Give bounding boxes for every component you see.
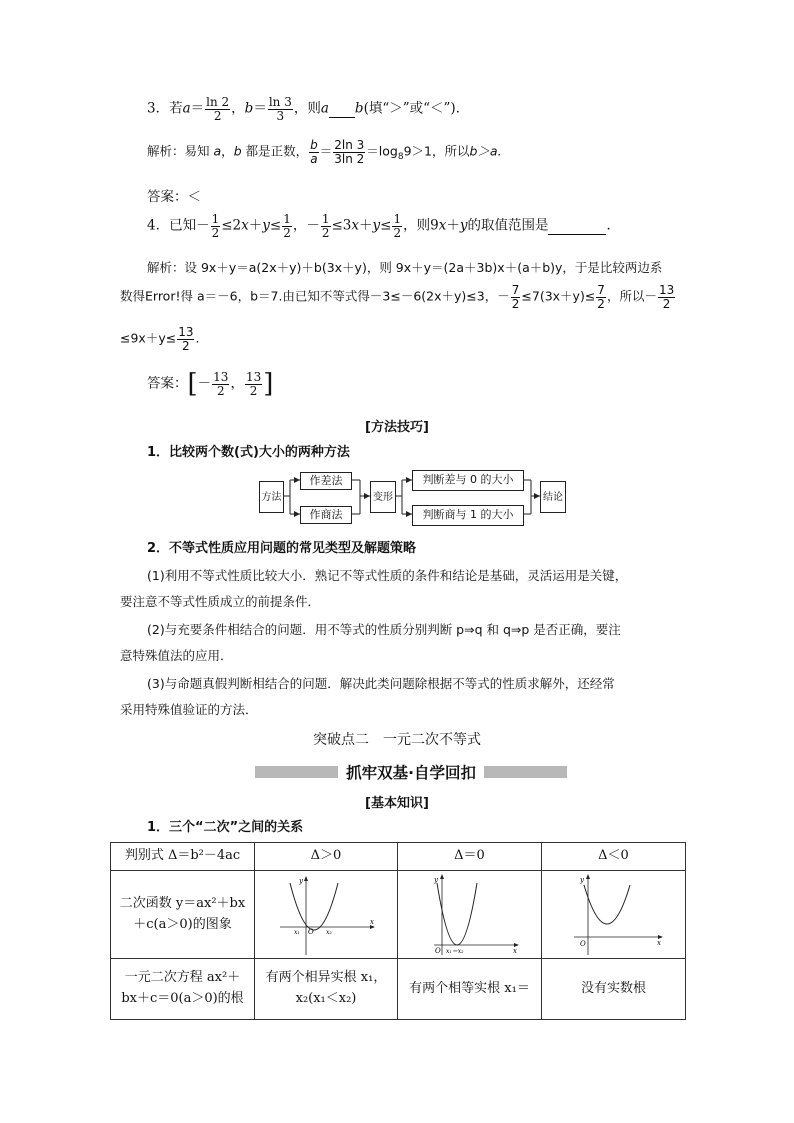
fraction-13-over-2: $\frac{13}{2}$	[213, 369, 229, 398]
q3-number: 3．若	[147, 100, 183, 117]
flow-difference-box: 作差法	[300, 472, 352, 490]
quadratic-relations-table	[110, 842, 686, 1020]
basic-knowledge-title: [基本知识]	[365, 796, 429, 811]
graph-no-roots	[542, 871, 686, 959]
fraction-13-over-2: $\frac{13}{2}$	[245, 369, 262, 398]
q4-solution-line2: 数得Error!得 a＝－6，b＝7.由已知不等式得－3≤－6(2x＋y)≤3，－ $\frac{7}{2}$ ≤7(3x＋y)≤ $\frac{7}{2}$ ，所以－ $\frac{13}{2}$	[120, 283, 675, 311]
table-header-negative: Δ＜0	[542, 843, 686, 871]
fraction-half: $\frac{1}{2}$	[211, 212, 220, 240]
left-bracket: [	[187, 369, 198, 399]
method-title: [方法技巧]	[365, 420, 429, 435]
flow-quotient-box: 作商法	[300, 506, 352, 524]
fraction-half: $\frac{1}{2}$	[283, 212, 291, 240]
fraction-13-over-2: $\frac{13}{2}$	[658, 283, 675, 311]
fraction-7-over-2: $\frac{7}{2}$	[511, 283, 520, 311]
method-p1-line1: (1)利用不等式性质比较大小．熟记不等式性质的条件和结论是基础，灵活运用是关键，	[147, 568, 628, 583]
flow-conclusion-box: 结论	[540, 481, 566, 513]
table-header-positive: Δ＞0	[255, 843, 398, 871]
fraction-b-over-a: $\frac{b}{a}$	[310, 138, 318, 166]
axis-x-label: x	[370, 917, 374, 926]
flow-judge-quotient-box: 判断商与 1 的大小	[412, 505, 524, 526]
section2-item1: 1．三个“二次”之间的关系	[147, 820, 304, 835]
method-p3-line1: (3)与命题真假判断相结合的问题．解决此类问题除根据不等式的性质求解外，还经常	[147, 676, 615, 691]
axis-x-label: x	[656, 938, 661, 947]
fraction-2ln3-over-3ln2: $\frac{2\ln 3}{3\ln 2}$	[334, 138, 365, 166]
q3-line: 3．若a＝ $\frac{\ln 2}{2}$ ，b＝ $\frac{\ln 3}{3}$ ，则a b(填“＞”或“＜”)．	[147, 95, 470, 123]
method-p2-line2: 意特殊值法的应用．	[120, 648, 233, 663]
flow-judge-difference-box: 判断差与 0 的大小	[412, 470, 524, 491]
root-x1-label: x₁	[294, 928, 300, 936]
fraction-half: $\frac{1}{2}$	[393, 212, 402, 240]
q3-solution: 解析：易知 a，b 都是正数， $\frac{b}{a}$ ＝ $\frac{2\ln 3}{3\ln 2}$ $=\log_89>1$，所以b＞a.	[147, 138, 502, 166]
method-p2-line1: (2)与充要条件相结合的问题．用不等式的性质分别判断 p⇒q 和 q⇒p 是否正确，要注	[147, 622, 621, 637]
table-row	[111, 871, 686, 959]
fraction-7-over-2: $\frac{7}{2}$	[597, 283, 605, 311]
table-header-zero: Δ＝0	[398, 843, 542, 871]
q4-solution-line1: 解析：设 9x＋y＝a(2x＋y)＋b(3x＋y)，则 9x＋y＝(2a＋3b)x＋(a＋b)y，于是比较两边系	[147, 260, 663, 275]
q4-line: 4．已知－ $\frac{1}{2}$ ≤2x＋y≤ $\frac{1}{2}$ ，－ $\frac{1}{2}$ ≤3x＋y≤ $\frac{1}{2}$ ，则9x＋y的取值范围是 ．	[147, 212, 620, 240]
banner-text: 抓牢双基·自学回扣	[346, 764, 476, 782]
origin-label: O	[308, 927, 314, 936]
q4-answer: 答案：[－ $\frac{13}{2}$ ， $\frac{13}{2}$ ]	[147, 369, 274, 399]
method-p1-line2: 要注意不等式性质成立的前提条件．	[120, 594, 321, 609]
axis-y-label: y	[433, 875, 438, 884]
parabola-two-roots-graph	[276, 873, 376, 957]
table-header-discriminant: 判别式 Δ＝b²－4ac	[111, 843, 255, 871]
section-banner	[255, 763, 567, 781]
method-item1: 1．比较两个数(式)大小的两种方法	[147, 445, 350, 460]
table-row-label-roots: 一元二次方程 ax²＋ bx＋c＝0(a＞0)的根	[111, 959, 255, 1020]
roots-two-equal: 有两个相等实根 x₁＝	[398, 959, 542, 1020]
table-row	[111, 843, 686, 871]
fraction-half: $\frac{1}{2}$	[321, 212, 330, 240]
origin-label: O	[579, 939, 586, 948]
axis-y-label: y	[299, 876, 303, 885]
axis-y-label: y	[579, 875, 584, 884]
axis-x-label: x	[512, 946, 517, 955]
fraction-ln2-over-2: $\frac{\ln 2}{2}$	[206, 95, 230, 123]
fraction-13-over-2: $\frac{13}{2}$	[178, 325, 194, 353]
right-bracket: ]	[263, 369, 274, 399]
parabola-double-root-graph	[420, 873, 520, 957]
flow-transform-box: 变形	[370, 481, 396, 513]
origin-label: O	[434, 946, 441, 955]
banner-right-bar	[484, 766, 567, 778]
fraction-ln3-over-3: $\frac{\ln 3}{3}$	[268, 95, 292, 123]
roots-two-distinct: 有两个相异实根 x₁， x₂(x₁＜x₂)	[255, 959, 398, 1020]
method-p3-line2: 采用特殊值验证的方法．	[120, 702, 258, 717]
method-item2: 2．不等式性质应用问题的常见类型及解题策略	[147, 541, 417, 556]
q3-answer: 答案：＜	[147, 189, 201, 205]
double-root-label: x₁＝x₂	[445, 947, 464, 955]
parabola-no-roots-graph	[564, 873, 664, 957]
q4-solution-line3: ≤9x＋y≤ $\frac{13}{2}$ .	[120, 325, 200, 353]
banner-left-bar	[255, 766, 338, 778]
section-title: 突破点二 一元二次不等式	[313, 732, 481, 748]
flow-method-box: 方法	[259, 481, 284, 513]
graph-two-roots	[255, 871, 398, 959]
table-row	[111, 959, 686, 1020]
root-x2-label: x₂	[326, 928, 332, 936]
roots-none: 没有实数根	[542, 959, 686, 1020]
graph-double-root	[398, 871, 542, 959]
table-row-label-graph: 二次函数 y＝ax²＋bx ＋c(a＞0)的图象	[111, 871, 255, 959]
